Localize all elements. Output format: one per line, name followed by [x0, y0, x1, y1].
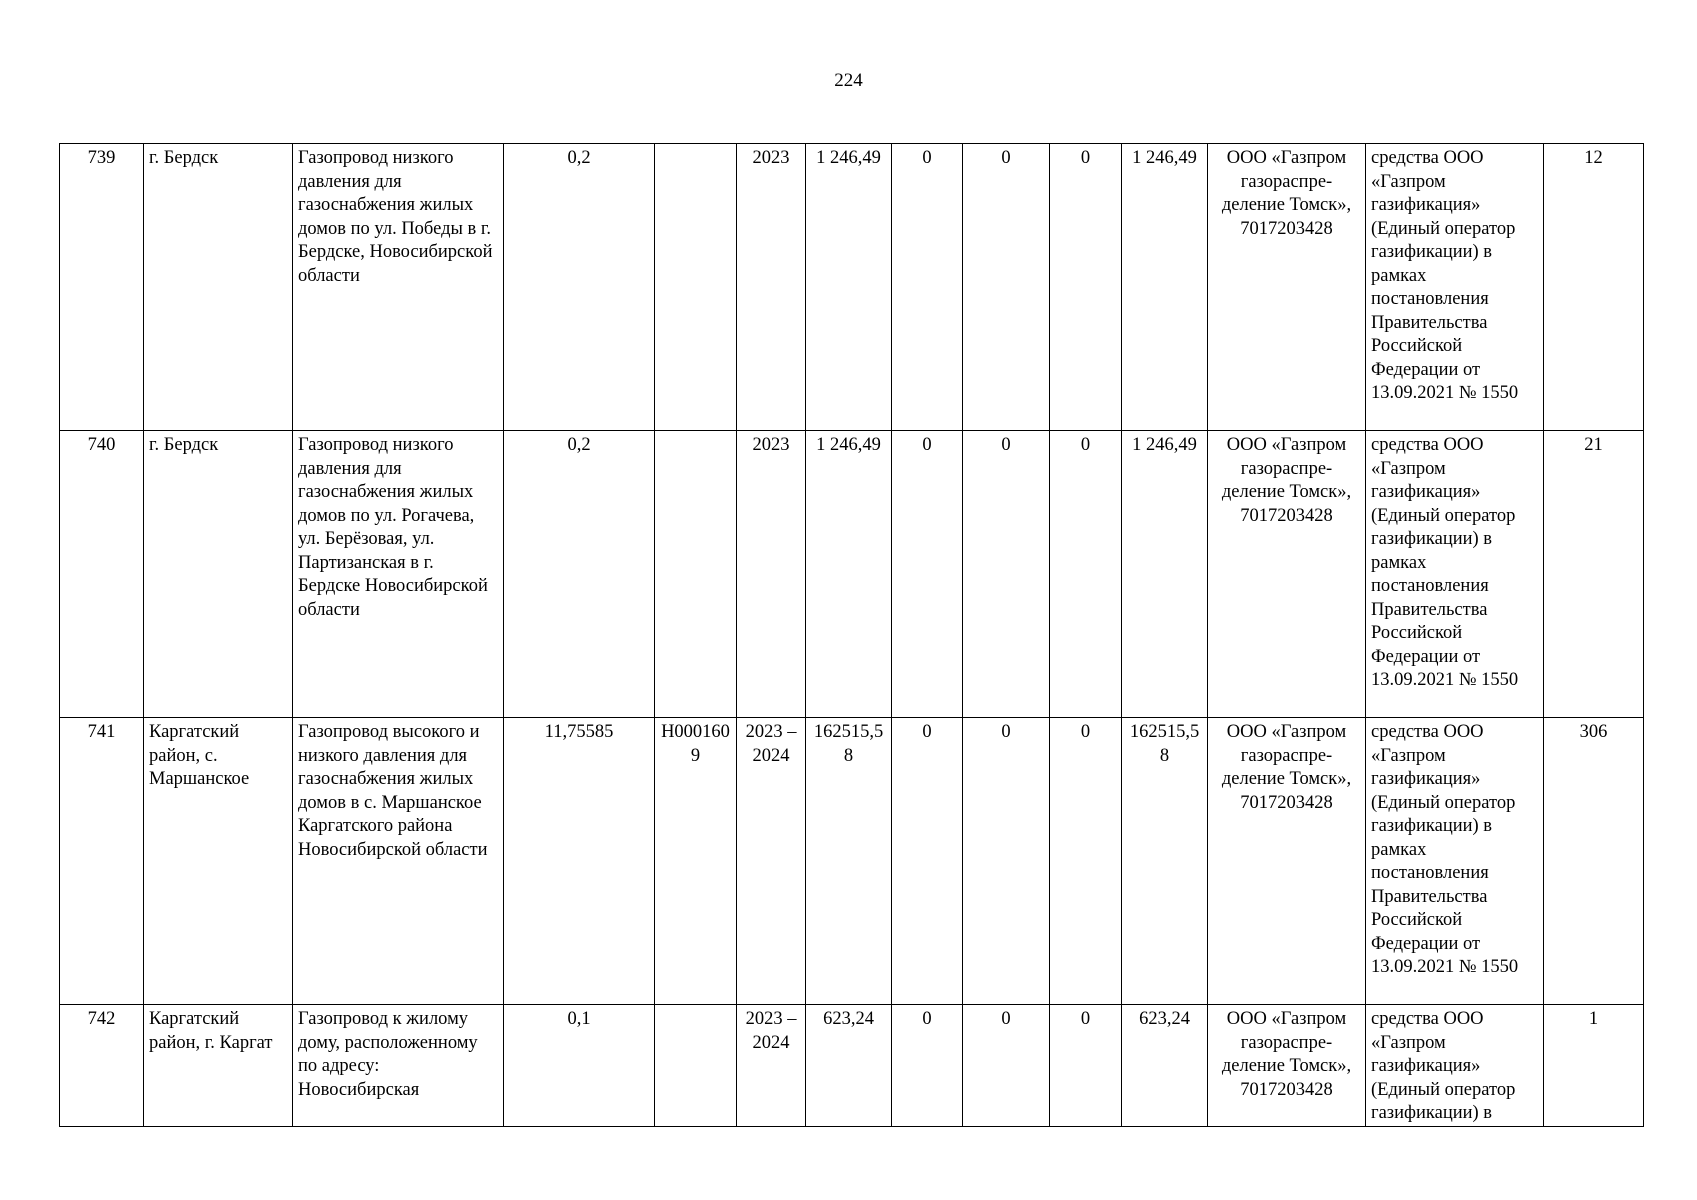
cell-years: 2023 – 2024: [737, 718, 806, 1005]
cell-organization: ООО «Газпром газораспре-деление Томск», 7017203428: [1208, 431, 1366, 718]
cell-description: Газопровод низкого давления для газоснабжения жилых домов по ул. Рогачева, ул. Берёзовая, ул. Партизанская в г. Бердске Новосибирской области: [293, 431, 504, 718]
cell-value-3: 0: [1050, 144, 1122, 431]
cell-organization: ООО «Газпром газораспре-деление Томск», 7017203428: [1208, 144, 1366, 431]
cell-num: 741: [60, 718, 144, 1005]
cell-value-2: 0: [963, 144, 1050, 431]
cell-num: 740: [60, 431, 144, 718]
cell-code: [655, 431, 737, 718]
cell-organization: ООО «Газпром газораспре-деление Томск», 7017203428: [1208, 1005, 1366, 1127]
cell-count: 12: [1544, 144, 1644, 431]
cell-years: 2023: [737, 431, 806, 718]
cell-code: [655, 144, 737, 431]
cell-location: Каргатский район, г. Каргат: [144, 1005, 293, 1127]
table-row: [60, 144, 1644, 431]
cell-value-2: 0: [963, 431, 1050, 718]
cell-code: [655, 1005, 737, 1127]
cell-total: 1 246,49: [806, 431, 892, 718]
table-row: [60, 1005, 1644, 1127]
cell-length: 0,2: [504, 144, 655, 431]
cell-length: 0,1: [504, 1005, 655, 1127]
cell-description: Газопровод низкого давления для газоснабжения жилых домов по ул. Победы в г. Бердске, Новосибирской области: [293, 144, 504, 431]
cell-value-3: 0: [1050, 431, 1122, 718]
cell-value-2: 0: [963, 1005, 1050, 1127]
cell-years: 2023: [737, 144, 806, 431]
cell-count: 1: [1544, 1005, 1644, 1127]
cell-location: г. Бердск: [144, 144, 293, 431]
cell-value-1: 0: [892, 431, 963, 718]
cell-funding-source: средства ООО «Газпром газификация» (Единый оператор газификации) в рамках постановления Правительства Российской Федерации от 13.09.2021 № 1550: [1366, 144, 1544, 431]
cell-length: 0,2: [504, 431, 655, 718]
cell-location: Каргатский район, с. Маршанское: [144, 718, 293, 1005]
cell-value-1: 0: [892, 1005, 963, 1127]
cell-funding-source: средства ООО «Газпром газификация» (Единый оператор газификации) в рамках постановления Правительства Российской Федерации от 13.09.2021 № 1550: [1366, 718, 1544, 1005]
cell-value-4: 1 246,49: [1122, 144, 1208, 431]
cell-organization: ООО «Газпром газораспре-деление Томск», 7017203428: [1208, 718, 1366, 1005]
cell-total: 623,24: [806, 1005, 892, 1127]
cell-length: 11,75585: [504, 718, 655, 1005]
cell-num: 742: [60, 1005, 144, 1127]
table-row: [60, 431, 1644, 718]
cell-years: 2023 – 2024: [737, 1005, 806, 1127]
cell-num: 739: [60, 144, 144, 431]
cell-value-1: 0: [892, 718, 963, 1005]
cell-funding-source: средства ООО «Газпром газификация» (Единый оператор газификации) в: [1366, 1005, 1544, 1127]
cell-total: 162515,58: [806, 718, 892, 1005]
cell-value-4: 162515,58: [1122, 718, 1208, 1005]
cell-value-3: 0: [1050, 1005, 1122, 1127]
cell-value-4: 1 246,49: [1122, 431, 1208, 718]
cell-location: г. Бердск: [144, 431, 293, 718]
cell-code: Н0001609: [655, 718, 737, 1005]
gasification-table: [59, 143, 1644, 1127]
table-row: [60, 718, 1644, 1005]
cell-count: 21: [1544, 431, 1644, 718]
cell-description: Газопровод высокого и низкого давления для газоснабжения жилых домов в с. Маршанское Каргатского района Новосибирской области: [293, 718, 504, 1005]
page-number: 224: [834, 70, 863, 91]
cell-description: Газопровод к жилому дому, расположенному по адресу: Новосибирская: [293, 1005, 504, 1127]
cell-funding-source: средства ООО «Газпром газификация» (Единый оператор газификации) в рамках постановления Правительства Российской Федерации от 13.09.2021 № 1550: [1366, 431, 1544, 718]
cell-count: 306: [1544, 718, 1644, 1005]
cell-value-4: 623,24: [1122, 1005, 1208, 1127]
cell-value-3: 0: [1050, 718, 1122, 1005]
cell-value-2: 0: [963, 718, 1050, 1005]
cell-total: 1 246,49: [806, 144, 892, 431]
cell-value-1: 0: [892, 144, 963, 431]
